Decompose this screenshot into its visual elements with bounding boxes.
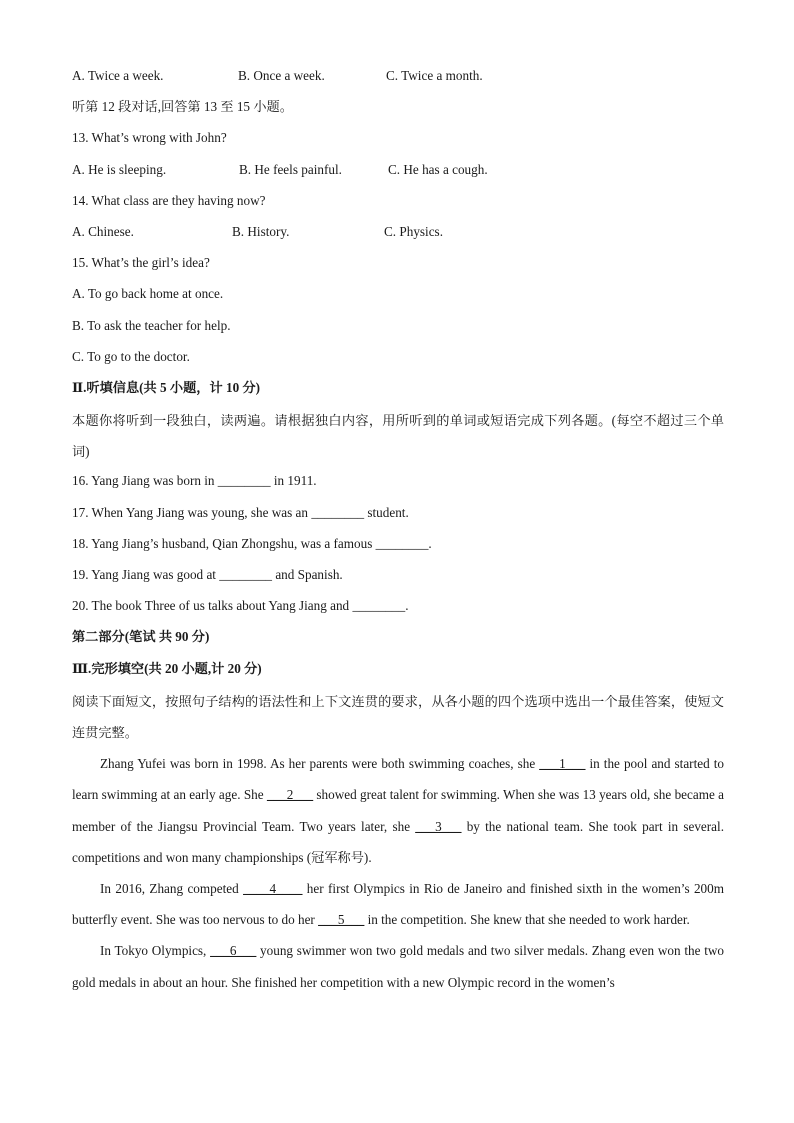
cloze-blank[interactable]: ___1___ — [539, 756, 586, 772]
q13-options — [72, 156, 724, 187]
q14-options — [72, 218, 724, 249]
fill-item-text: . — [428, 535, 432, 551]
q15-option-b: B. To ask the teacher for help. — [72, 317, 231, 333]
passage-paragraph-1 — [72, 748, 724, 873]
fill-in-list — [72, 467, 724, 623]
fill-item-20 — [72, 592, 724, 623]
answer-blank[interactable]: ________ — [352, 598, 406, 614]
passage-text: by the national team. She took part in several. competitions and won many championships (冠军称号). — [72, 818, 724, 865]
q15-stem: 15. What’s the girl’s idea? — [72, 255, 210, 271]
q15-option-c: C. To go to the doctor. — [72, 348, 190, 364]
cloze-blank[interactable]: ___5___ — [318, 912, 365, 928]
q13-stem: 13. What’s wrong with John? — [72, 130, 227, 146]
q14-option-c: C. Physics. — [384, 223, 443, 239]
fill-item-16 — [72, 467, 724, 498]
part2-instructions: 本题你将听到一段独白，读两遍。请根据独白内容，用所听到的单词或短语完成下列各题。(每空不超过三个单词) — [72, 413, 724, 460]
q14-option-b: B. History. — [232, 223, 290, 239]
passage-text: in the pool and started to learn swimming at an early age. She — [72, 756, 724, 803]
cloze-blank[interactable]: ____4____ — [243, 881, 303, 896]
fill-item-text: and Spanish. — [272, 567, 343, 583]
answer-blank[interactable]: ________ — [219, 567, 273, 583]
q12-option-a: A. Twice a week. — [72, 68, 164, 83]
q14-stem: 14. What class are they having now? — [72, 192, 266, 208]
answer-blank[interactable]: ________ — [375, 535, 429, 551]
fill-item-text: 18. Yang Jiang’s husband, Qian Zhongshu, was a famous — [72, 535, 376, 551]
passage-text: showed great talent for swimming. When she was 13 years old, she became a member of the Jiangsu Provincial Team. Two years later, she — [72, 787, 724, 834]
fill-item-text: 17. When Yang Jiang was young, she was an — [72, 504, 312, 520]
section-12-intro: 听第 12 段对话,回答第 13 至 15 小题。 — [72, 99, 293, 115]
fill-item-text: . — [405, 598, 409, 614]
part2-heading: Ⅱ.听填信息(共 5 小题，计 10 分) — [72, 379, 261, 395]
q12-options — [72, 62, 724, 93]
q12-option-c: C. Twice a month. — [386, 68, 483, 83]
answer-blank[interactable]: ________ — [217, 473, 271, 489]
q13-option-c: C. He has a cough. — [388, 161, 488, 177]
fill-item-text: 16. Yang Jiang was born in — [72, 473, 218, 489]
passage-text: young swimmer won two gold medals and two silver medals. Zhang even won the two gold medals in about an hour. She finished her competition with a new Olympic record in the women’s — [72, 943, 724, 990]
passage-paragraph-2 — [72, 873, 724, 935]
q14-option-a: A. Chinese. — [72, 223, 134, 239]
exam-page — [72, 62, 724, 998]
fill-item-18 — [72, 530, 724, 561]
part3-instructions: 阅读下面短文，按照句子结构的语法性和上下文连贯的要求，从各小题的四个选项中选出一个最佳答案，使短文连贯完整。 — [72, 693, 724, 740]
fill-item-19 — [72, 561, 724, 592]
fill-item-text: student. — [364, 504, 409, 520]
answer-blank[interactable]: ________ — [311, 504, 365, 520]
passage-text: in the competition. She knew that she needed to work harder. — [364, 912, 690, 928]
q13-option-a: A. He is sleeping. — [72, 161, 167, 177]
passage-paragraph-3 — [72, 935, 724, 997]
cloze-blank[interactable]: ___6___ — [210, 943, 257, 959]
q13-option-b: B. He feels painful. — [239, 161, 342, 177]
written-part-heading: 第二部分(笔试 共 90 分) — [72, 629, 210, 645]
fill-item-17 — [72, 499, 724, 530]
part3-heading: Ⅲ.完形填空(共 20 小题,计 20 分) — [72, 660, 262, 676]
fill-item-text: in 1911. — [270, 473, 317, 489]
cloze-blank[interactable]: ___2___ — [266, 787, 314, 803]
passage-text: her first Olympics in Rio de Janeiro and finished sixth in the women’s 200m butterfly event. She was too nervous to do her — [72, 881, 724, 928]
fill-item-text: 20. The book Three of us talks about Yang Jiang and — [72, 598, 353, 614]
cloze-blank[interactable]: ___3___ — [415, 818, 462, 834]
passage-text: In Tokyo Olympics, — [100, 943, 211, 959]
passage-text: Zhang Yufei was born in 1998. As her parents were both swimming coaches, she — [100, 756, 540, 772]
cloze-passage — [72, 748, 724, 998]
q12-option-b: B. Once a week. — [238, 68, 325, 83]
fill-item-text: 19. Yang Jiang was good at — [72, 567, 220, 583]
passage-text: In 2016, Zhang competed — [100, 881, 244, 896]
q15-option-a: A. To go back home at once. — [72, 286, 224, 302]
